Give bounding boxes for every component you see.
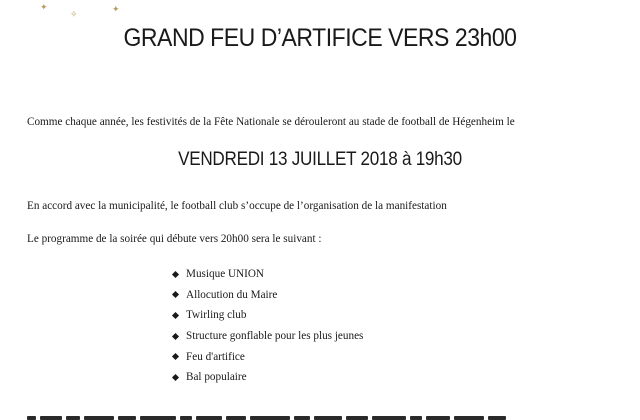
list-item <box>173 285 363 306</box>
program-list <box>173 264 363 388</box>
star-decoration <box>40 2 130 20</box>
list-item-label: Allocution du Maire <box>186 288 278 301</box>
page-title: GRAND FEU D’ARTIFICE VERS 23h00 <box>123 24 517 52</box>
list-item <box>173 346 363 367</box>
diamond-bullet-icon <box>172 353 179 360</box>
star-icon: ✧ <box>70 10 78 20</box>
star-icon: ✦ <box>40 3 48 13</box>
event-date: VENDREDI 13 JUILLET 2018 à 19h30 <box>178 149 462 170</box>
list-item-label: Bal populaire <box>186 371 247 384</box>
diamond-bullet-icon <box>172 312 179 319</box>
intro-paragraph: Comme chaque année, les festivités de la Fête Nationale se dérouleront au stade de football de Hégenheim le <box>27 116 515 128</box>
list-item <box>173 264 363 285</box>
diamond-bullet-icon <box>172 333 179 340</box>
diamond-bullet-icon <box>172 291 179 298</box>
diamond-bullet-icon <box>172 374 179 381</box>
organisation-paragraph: En accord avec la municipalité, le football club s’occupe de l’organisation de la manifestation <box>27 200 447 212</box>
list-item-label: Structure gonflable pour les plus jeunes <box>186 330 364 343</box>
list-item <box>173 367 363 388</box>
star-icon: ✦ <box>112 5 120 15</box>
list-item <box>173 326 363 347</box>
program-intro-paragraph: Le programme de la soirée qui débute vers 20h00 sera le suivant : <box>27 233 322 245</box>
cropped-text-line <box>27 411 527 420</box>
list-item <box>173 305 363 326</box>
list-item-label: Twirling club <box>186 309 247 322</box>
list-item-label: Musique UNION <box>186 268 264 281</box>
list-item-label: Feu d'artifice <box>186 350 245 363</box>
diamond-bullet-icon <box>172 271 179 278</box>
